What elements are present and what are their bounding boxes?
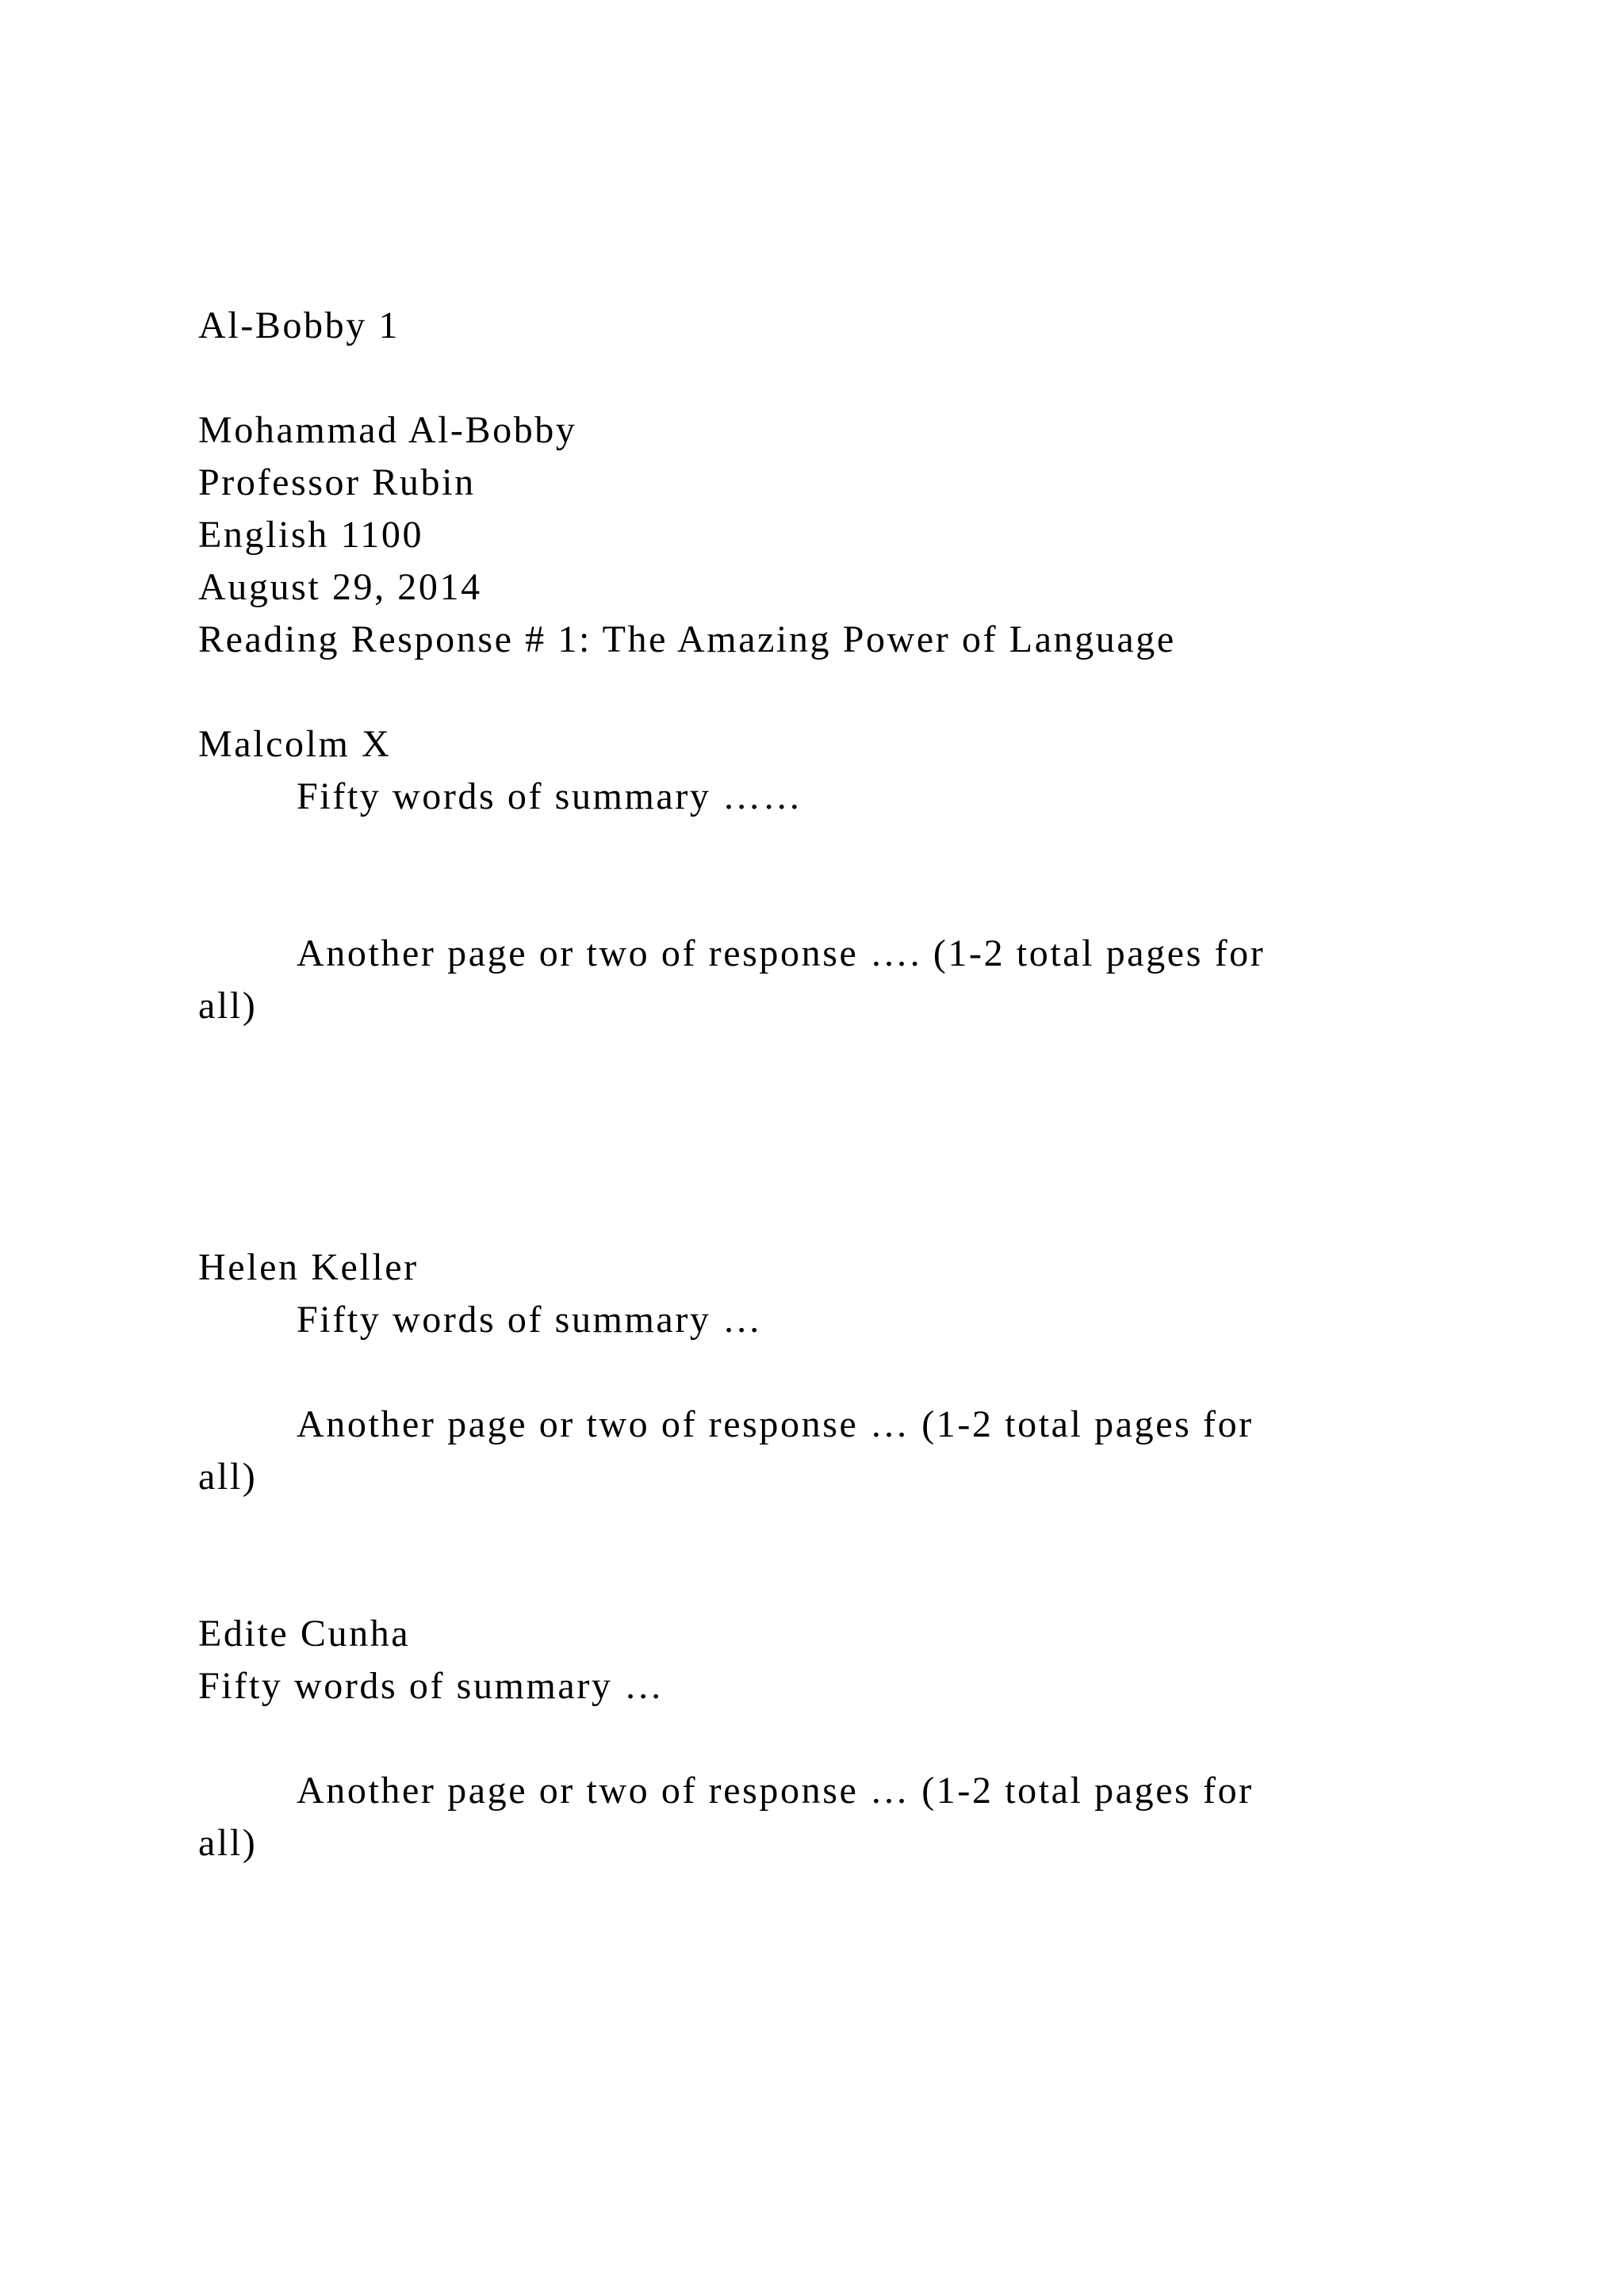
section-response-continued: all) [198,985,258,1027]
section-summary: Fifty words of summary … [297,1299,763,1341]
section-author-malcolm-x: Malcolm X [198,723,392,765]
student-name: Mohammad Al-Bobby [198,409,577,451]
course-name: English 1100 [198,514,424,556]
section-response: Another page or two of response …. (1-2 total pages for [297,932,1266,974]
section-author-edite-cunha: Edite Cunha [198,1613,411,1655]
section-summary: Fifty words of summary … [198,1665,665,1707]
section-author-helen-keller: Helen Keller [198,1246,419,1288]
section-response: Another page or two of response … (1-2 total pages for [297,1403,1254,1445]
document-title: Reading Response # 1: The Amazing Power of Language [198,618,1176,660]
assignment-date: August 29, 2014 [198,566,482,608]
section-response-continued: all) [198,1456,258,1498]
section-response-continued: all) [198,1822,258,1864]
section-response: Another page or two of response … (1-2 total pages for [297,1770,1254,1812]
running-head: Al-Bobby 1 [198,304,400,346]
professor-name: Professor Rubin [198,461,476,503]
section-summary: Fifty words of summary …… [297,775,803,817]
